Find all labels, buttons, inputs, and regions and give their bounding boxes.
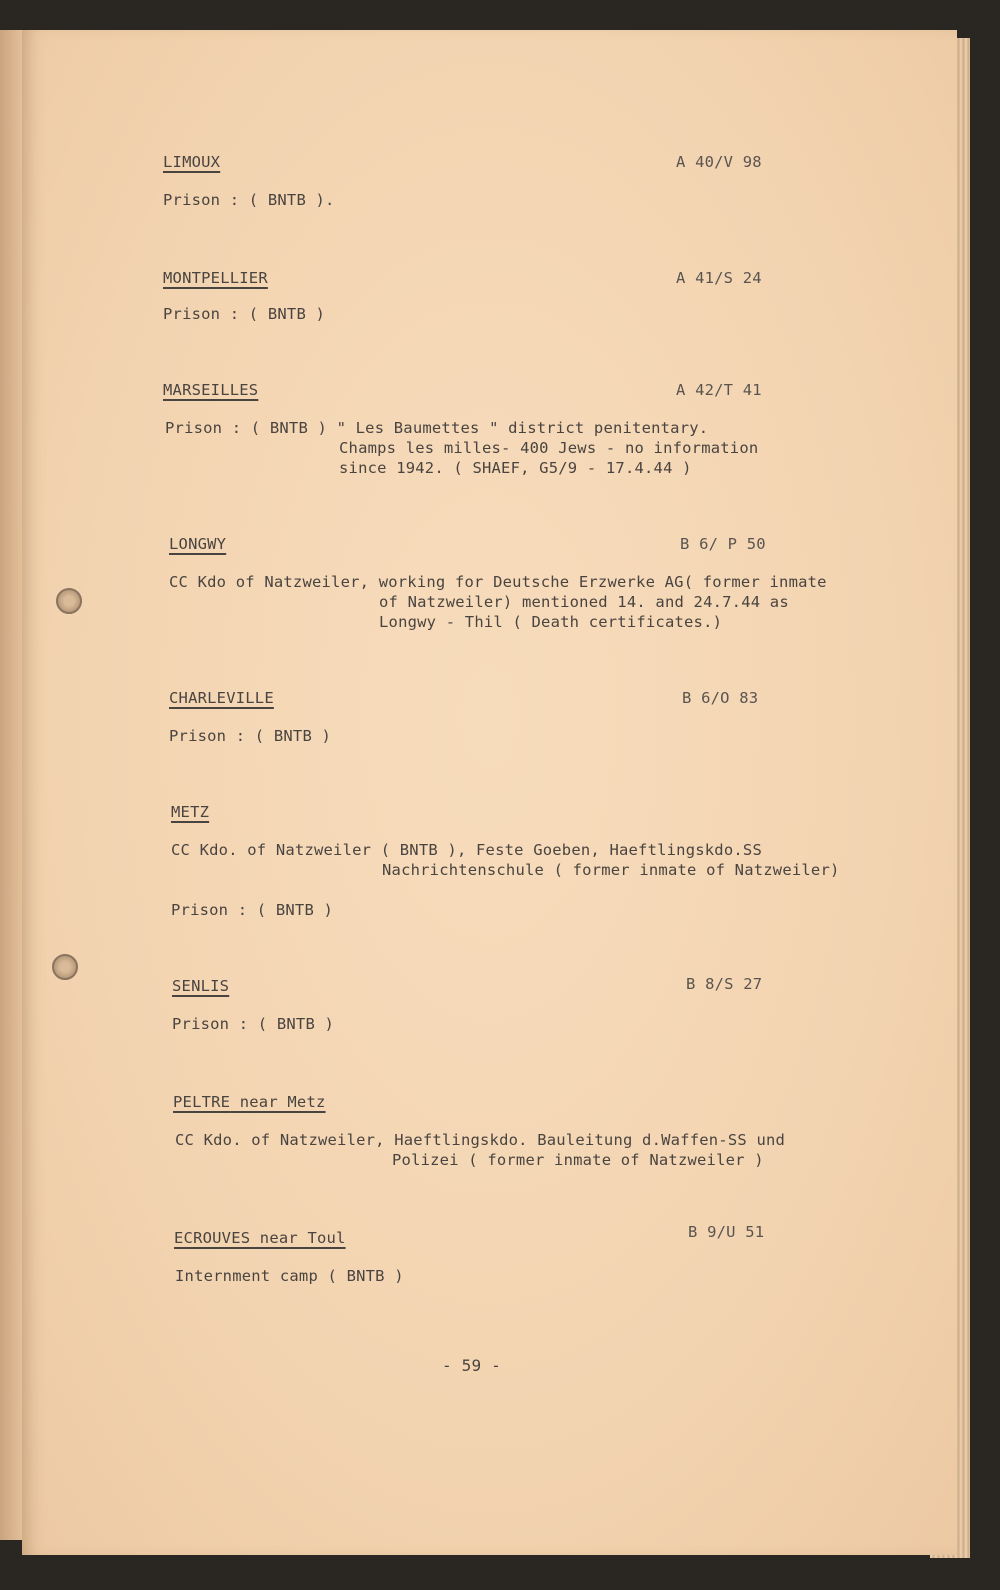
entry-heading-marseilles: MARSEILLES: [163, 381, 259, 399]
entry-heading-peltre-suffix: near Metz: [230, 1093, 326, 1111]
entry-heading-limoux: LIMOUX: [163, 153, 221, 171]
entry-text-marseilles-1: Prison : ( BNTB ) " Les Baumettes " district penitentary.: [165, 419, 709, 437]
entry-text-longwy-1: CC Kdo of Natzweiler, working for Deutsche Erzwerke AG( former inmate: [169, 573, 827, 591]
entry-heading-metz: METZ: [171, 803, 210, 821]
entry-ref-marseilles: A 42/T 41: [676, 381, 762, 399]
entry-ref-montpellier: A 41/S 24: [676, 269, 762, 287]
entry-text-metz-1: CC Kdo. of Natzweiler ( BNTB ), Feste Goeben, Haeftlingskdo.SS: [171, 841, 762, 859]
entry-ref-ecrouves: B 9/U 51: [688, 1223, 765, 1241]
entry-ref-longwy: B 6/ P 50: [680, 535, 766, 553]
entry-text-montpellier: Prison : ( BNTB ): [163, 305, 326, 323]
entry-text-marseilles-2: Champs les milles- 400 Jews - no information: [339, 439, 759, 457]
entry-text-metz-3: Prison : ( BNTB ): [171, 901, 334, 919]
entry-ref-limoux: A 40/V 98: [676, 153, 762, 171]
entry-text-marseilles-3: since 1942. ( SHAEF, G5/9 - 17.4.44 ): [339, 459, 692, 477]
punch-hole-icon: [56, 588, 82, 614]
entry-heading-peltre: [173, 1092, 326, 1112]
punch-hole-icon: [52, 954, 78, 980]
entry-text-peltre-1: CC Kdo. of Natzweiler, Haeftlingskdo. Bauleitung d.Waffen-SS und: [175, 1131, 786, 1149]
document-page: [22, 30, 957, 1555]
entry-text-metz-2: Nachrichtenschule ( former inmate of Natzweiler): [382, 861, 840, 879]
entry-ref-charleville: B 6/O 83: [682, 689, 759, 707]
entry-text-limoux: Prison : ( BNTB ).: [163, 191, 335, 209]
entry-heading-montpellier: MONTPELLIER: [163, 269, 268, 287]
entry-heading-charleville: CHARLEVILLE: [169, 689, 274, 707]
entry-heading-peltre-name: PELTRE: [173, 1093, 231, 1111]
entry-text-longwy-2: of Natzweiler) mentioned 14. and 24.7.44 as: [379, 593, 789, 611]
entry-heading-ecrouves: ECROUVES near Toul: [174, 1229, 346, 1247]
entry-text-senlis: Prison : ( BNTB ): [172, 1015, 335, 1033]
entry-text-charleville: Prison : ( BNTB ): [169, 727, 332, 745]
entry-ref-senlis: B 8/S 27: [686, 975, 763, 993]
entry-heading-senlis: SENLIS: [172, 977, 230, 995]
entry-text-peltre-2: Polizei ( former inmate of Natzweiler ): [392, 1151, 764, 1169]
entry-heading-longwy: LONGWY: [169, 535, 227, 553]
entry-text-ecrouves: Internment camp ( BNTB ): [175, 1267, 404, 1285]
entry-text-longwy-3: Longwy - Thil ( Death certificates.): [379, 613, 723, 631]
page-number: - 59 -: [442, 1356, 501, 1375]
